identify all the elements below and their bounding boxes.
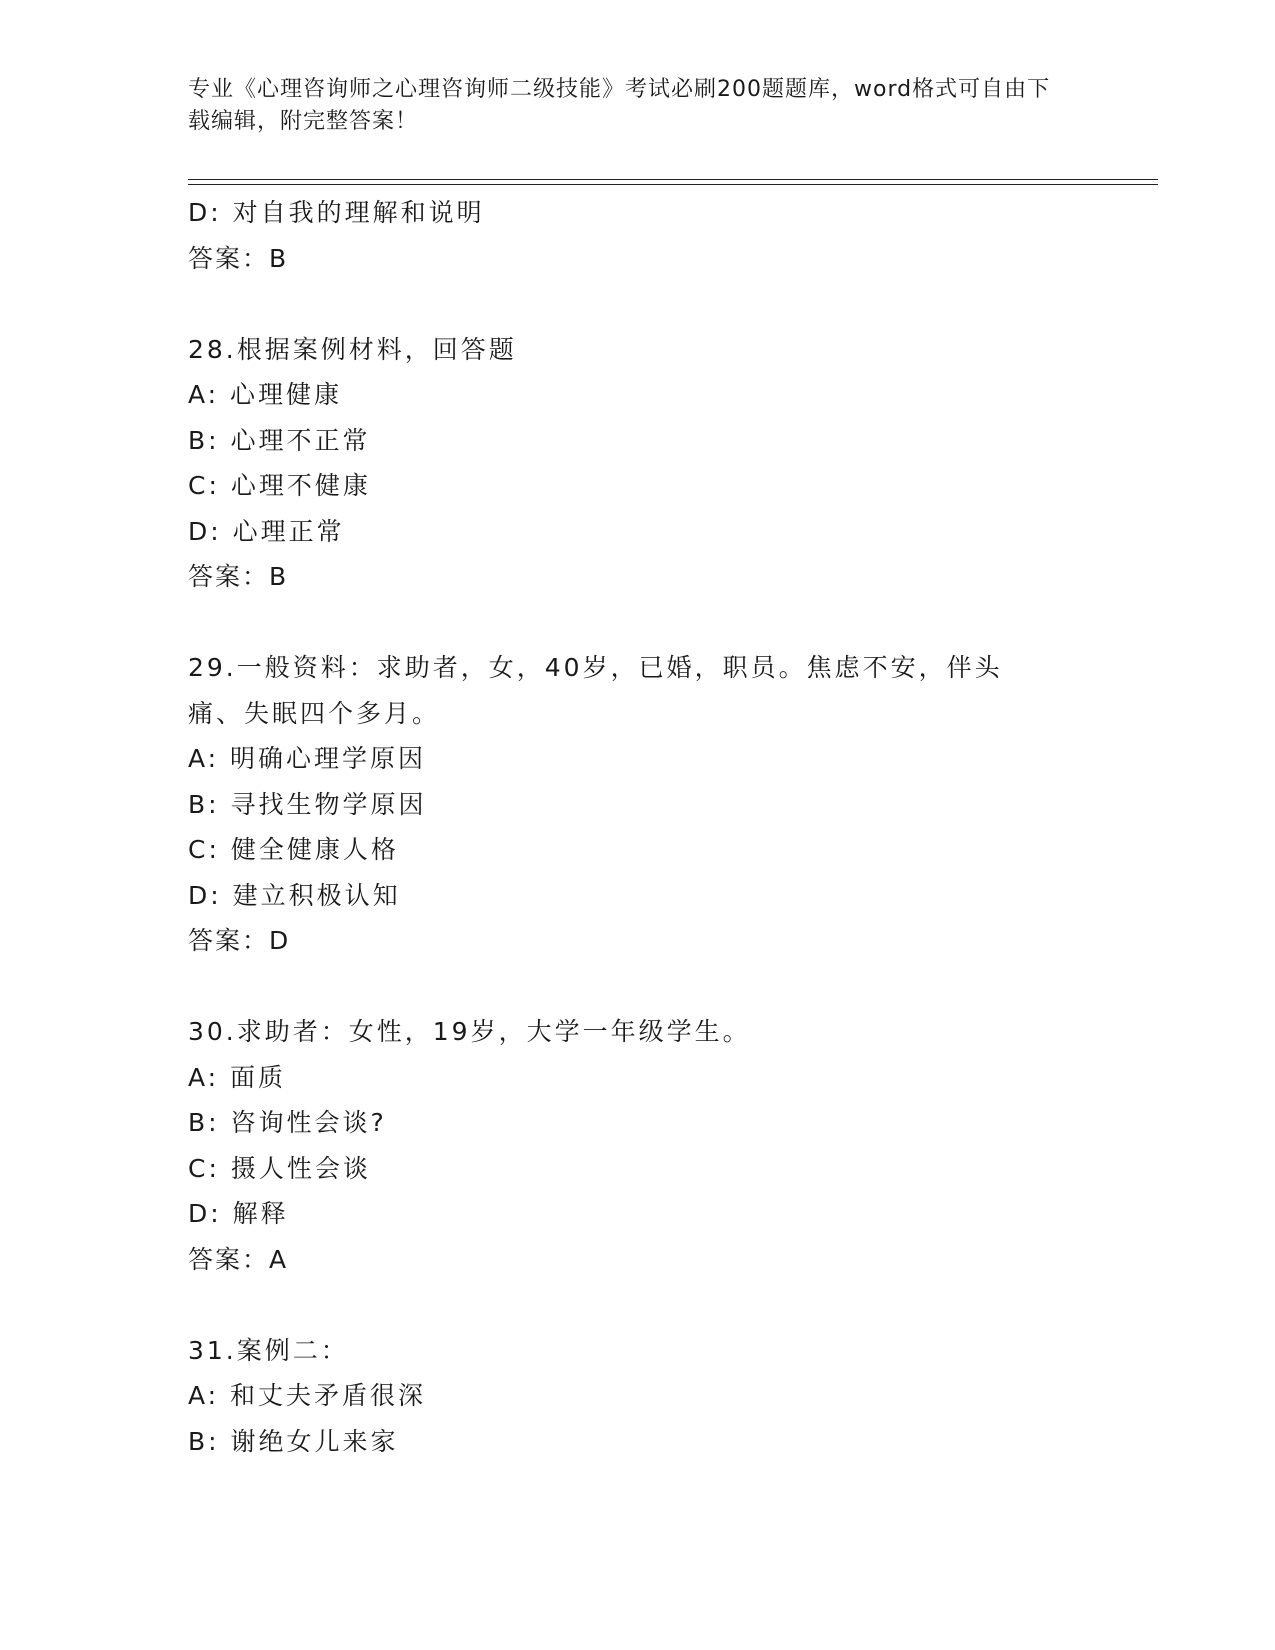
option-d: D: 建立积极认知 — [188, 880, 401, 910]
question-title: 31.案例二： — [188, 1335, 349, 1365]
question-title: 28.根据案例材料，回答题 — [188, 334, 517, 364]
answer-line: 答案：D — [188, 926, 291, 955]
question-30 — [188, 1009, 1088, 1282]
option-b: B: 谢绝女儿来家 — [188, 1426, 399, 1456]
question-title: 29.一般资料：求助者，女，40岁，已婚，职员。焦虑不安，伴头痛、失眠四个多月。 — [188, 653, 1003, 728]
question-28 — [188, 327, 1088, 600]
option-d: D: 心理正常 — [188, 516, 345, 546]
option-d: D: 解释 — [188, 1199, 289, 1228]
option-d: D: 对自我的理解和说明 — [188, 198, 485, 227]
option-b: B: 寻找生物学原因 — [188, 789, 427, 819]
header-rule-bottom — [188, 184, 1158, 185]
document-header: 专业《心理咨询师之心理咨询师二级技能》考试必刷200题题库，word格式可自由下载编辑，附完整答案！ — [188, 77, 1051, 134]
answer-line: 答案：B — [188, 243, 289, 273]
option-c: C: 心理不健康 — [188, 471, 371, 500]
question-29 — [188, 645, 1088, 964]
option-c: C: 摄人性会谈 — [188, 1153, 371, 1183]
option-a: A: 面质 — [188, 1062, 287, 1092]
option-a: A: 明确心理学原因 — [188, 744, 427, 773]
option-b: B: 心理不正常 — [188, 425, 371, 455]
option-b: B: 咨询性会谈? — [188, 1108, 387, 1137]
option-c: C: 健全健康人格 — [188, 835, 399, 864]
option-a: A: 心理健康 — [188, 380, 343, 409]
answer-line: 答案：B — [188, 562, 289, 591]
option-a: A: 和丈夫矛盾很深 — [188, 1381, 427, 1410]
answer-line: 答案：A — [188, 1244, 289, 1274]
header-rule-top — [188, 179, 1158, 180]
question-31 — [188, 1328, 1088, 1465]
question-list — [188, 190, 1088, 1464]
question-title: 30.求助者：女性，19岁，大学一年级学生。 — [188, 1017, 751, 1046]
